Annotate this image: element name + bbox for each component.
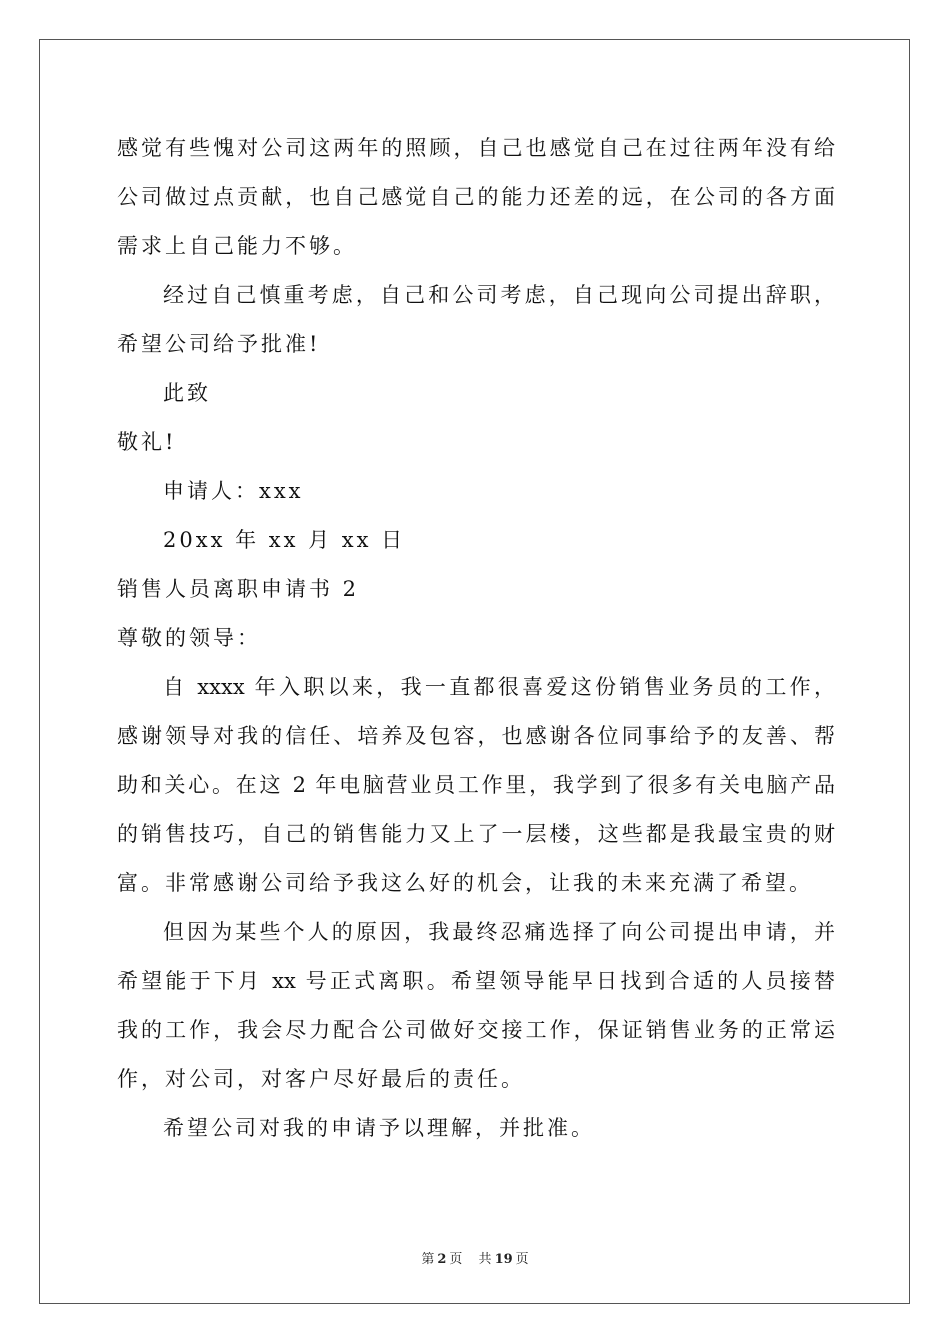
- paragraph-line: 希望公司给予批准!: [117, 332, 321, 356]
- paragraph-line: 经过自己慎重考虑，自己和公司考虑，自己现向公司提出辞职，: [163, 283, 835, 307]
- paragraph-line: 我的工作，我会尽力配合公司做好交接工作，保证销售业务的正常运: [117, 1018, 835, 1042]
- paragraph-line: 富。非常感谢公司给予我这么好的机会，让我的未来充满了希望。: [117, 871, 813, 895]
- paragraph-line: 公司做过点贡献，也自己感觉自己的能力还差的远，在公司的各方面: [117, 185, 835, 209]
- page-suffix: 页: [449, 1252, 463, 1267]
- page-footer: [0, 1248, 950, 1267]
- paragraph-line: 的销售技巧，自己的销售能力又上了一层楼，这些都是我最宝贵的财: [117, 822, 835, 846]
- page-number: [418, 1252, 465, 1267]
- document-body: [117, 124, 835, 1153]
- paragraph-line: 需求上自己能力不够。: [117, 234, 357, 258]
- total-pages: [476, 1252, 532, 1267]
- applicant-line: 申请人：xxx: [163, 479, 304, 503]
- paragraph-line: 感觉有些愧对公司这两年的照顾，自己也感觉自己在过往两年没有给: [117, 136, 835, 160]
- total-suffix: 页: [515, 1252, 529, 1267]
- paragraph-line: 自 xxxx 年入职以来，我一直都很喜爱这份销售业务员的工作，: [163, 675, 835, 699]
- paragraph-line: 希望能于下月 xx 号正式离职。希望领导能早日找到合适的人员接替: [117, 969, 835, 993]
- salutation-line: 敬礼!: [117, 430, 177, 454]
- greeting-line: 尊敬的领导：: [117, 626, 261, 650]
- paragraph-line: 感谢领导对我的信任、培养及包容，也感谢各位同事给予的友善、帮: [117, 724, 835, 748]
- page-prefix: 第: [421, 1252, 435, 1267]
- closing-line: 此致: [163, 381, 211, 405]
- date-line: 20xx 年 xx 月 xx 日: [163, 528, 406, 552]
- total-prefix: 共: [478, 1252, 492, 1267]
- total-count: 19: [494, 1252, 513, 1267]
- paragraph-line: 作，对公司，对客户尽好最后的责任。: [117, 1067, 525, 1091]
- paragraph-line: 助和关心。在这 2 年电脑营业员工作里，我学到了很多有关电脑产品: [117, 773, 835, 797]
- current-page: 2: [437, 1252, 447, 1267]
- paragraph-line: 希望公司对我的申请予以理解，并批准。: [163, 1116, 595, 1140]
- paragraph-line: 但因为某些个人的原因，我最终忍痛选择了向公司提出申请，并: [163, 920, 835, 944]
- section-title: 销售人员离职申请书 2: [117, 577, 360, 601]
